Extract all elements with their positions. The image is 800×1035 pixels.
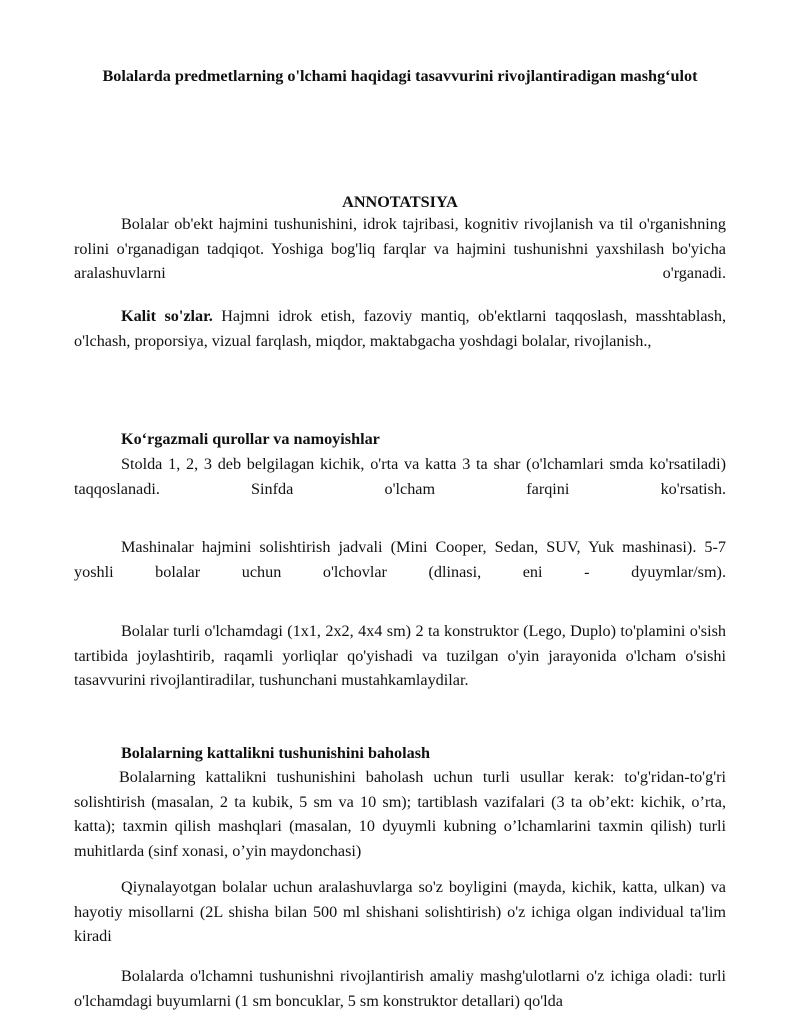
annotation-paragraph: Bolalar ob'ekt hajmini tushunishini, idrok tajribasi, kognitiv rivojlanish va til o'rganishning rolini o'rganadigan tadqiqot. Yoshiga bog'liq farqlar va hajmini tushunishni yaxshilash bo'yicha aralashuvlarni o'rganadi. [74,215,726,282]
paragraph-practical-activities: Bolalarda o'lchamni tushunishni rivojlantirish amaliy mashg'ulotlarni o'z ichiga oladi: turli o'lchamdagi buyumlarni (1 sm boncuklar, 5 sm konstruktor detallari) qo'lda [74,967,726,1010]
document-title: Bolalarda predmetlarning o'lchami haqidagi tasavvurini rivojlantiradigan mashg‘ulot [102,67,698,85]
keywords-paragraph [74,304,726,353]
keywords-label: Kalit so'zlar. [121,307,213,325]
paragraph-constructor: Bolalar turli o'lchamdagi (1x1, 2x2, 4x4 sm) 2 ta konstruktor (Lego, Duplo) to'plamini o'sish tartibida joylashtirib, raqamli yorliqlar qo'yishadi va tuzilgan o'yin jarayonida o'lcham o'sishi tasavvurini rivojlantiradilar, tushunchani mustahkamlaydilar. [74,622,726,689]
section-heading-assessment: Bolalarning kattalikni tushunishini baholash [121,744,431,762]
paragraph-interventions: Qiynalayotgan bolalar uchun aralashuvlarga so'z boyligini (mayda, kichik, katta, ulkan) va hayotiy misollarni (2L shisha bilan 500 ml shishani solishtirish) o'z ichiga olgan individual ta'lim kiradi [74,878,726,945]
keywords-text: Hajmni idrok etish, fazoviy mantiq, ob'ektlarni taqqoslash, masshtablash, o'lchash, proporsiya, vizual farqlash, miqdor, maktabgacha yoshdagi bolalar, rivojlanish., [74,307,727,350]
annotation-heading: ANNOTATSIYA [342,193,458,211]
paragraph-cars: Mashinalar hajmini solishtirish jadvali (Mini Cooper, Sedan, SUV, Yuk mashinasi). 5-7 yoshli bolalar uchun o'lchovlar (dlinasi, eni - dyuymlar/sm). [74,538,726,581]
paragraph-assessment-methods: Bolalarning kattalikni tushunishini baholash uchun turli usullar kerak: to'g'ridan-to'g'ri solishtirish (masalan, 2 ta kubik, 5 sm va 10 sm); tartiblash vazifalari (3 ta ob’ekt: kichik, o’rta, katta); taxmin qilish mashqlari (masalan, 10 dyuymli kubning o’lchamlarini taxmin qilish) turli muhitlarda (sinf xonasi, o’yin maydonchasi) [74,768,726,860]
paragraph-balls: Stolda 1, 2, 3 deb belgilagan kichik, o'rta va katta 3 ta shar (o'lchamlari smda ko'rsatiladi) taqqoslanadi. Sinfda o'lcham farqini ko'rsatish. [74,455,726,498]
section-heading-visual-aids: Ko‘rgazmali qurollar va namoyishlar [121,430,380,448]
